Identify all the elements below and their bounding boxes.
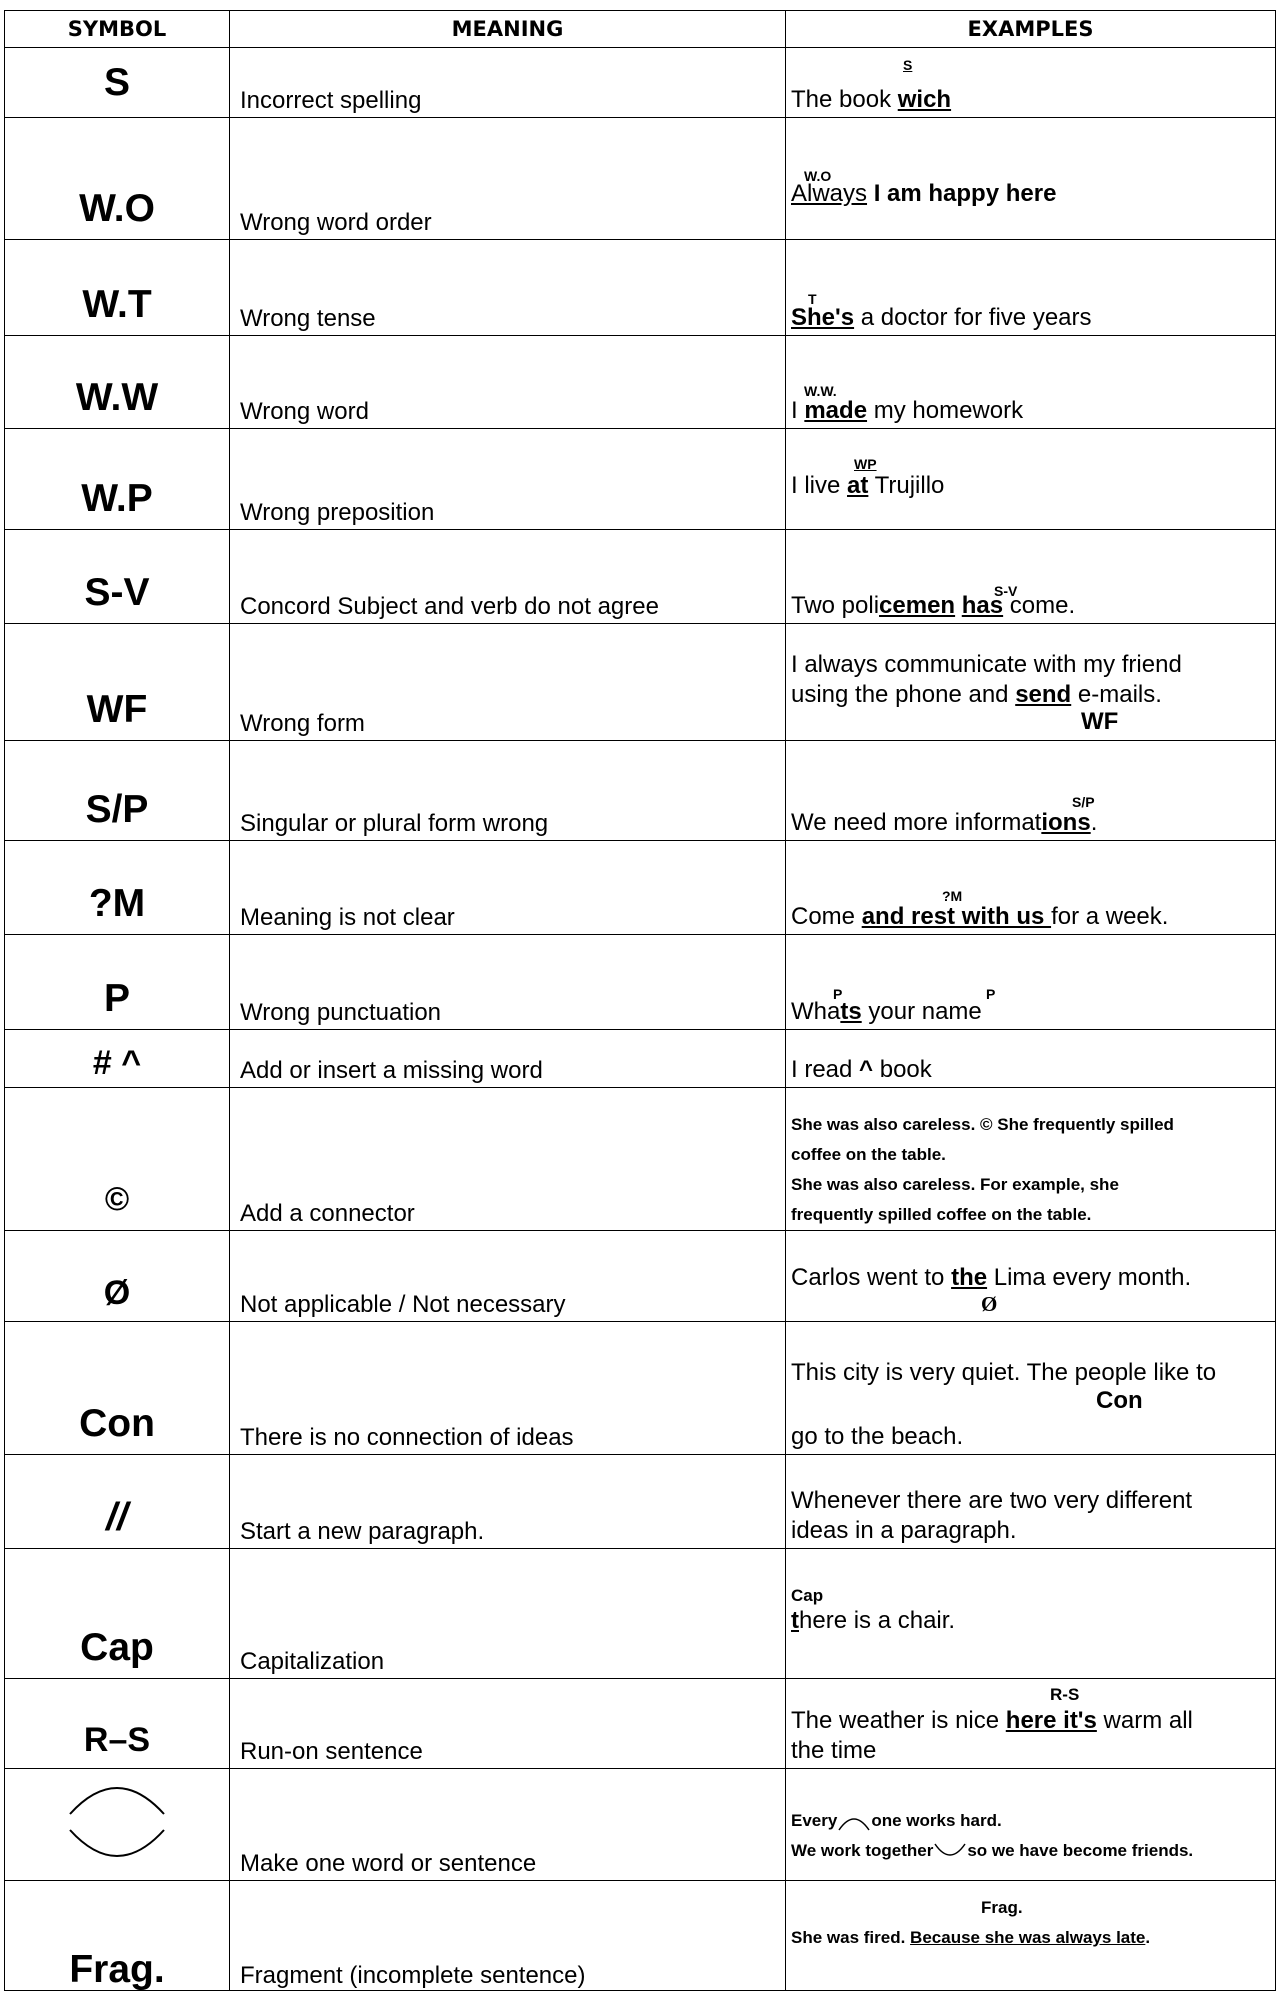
example-cell: [786, 1679, 1276, 1769]
meaning-cell: Singular or plural form wrong: [230, 741, 786, 841]
example-cell: [786, 1455, 1276, 1549]
example-cell: [786, 741, 1276, 841]
symbol-cell: R–S: [5, 1679, 230, 1769]
example-text: one works hard.: [871, 1811, 1002, 1830]
error-word: t: [791, 1607, 799, 1634]
meaning-cell: Concord Subject and verb do not agree: [230, 530, 786, 624]
error-label: S/P: [1072, 794, 1095, 810]
example-cell: [786, 1769, 1276, 1881]
example-text: a doctor for five years: [854, 304, 1092, 331]
meaning-cell: Capitalization: [230, 1549, 786, 1679]
symbol-cell: WF: [5, 624, 230, 741]
table-row: [5, 336, 1276, 429]
error-label: ?M: [942, 888, 963, 904]
error-word: Because she was always late: [910, 1928, 1146, 1947]
table-row: [5, 1769, 1276, 1881]
error-word: made: [804, 397, 868, 424]
table-row: [5, 741, 1276, 841]
meaning-cell: Wrong punctuation: [230, 935, 786, 1030]
error-label: T: [808, 291, 817, 307]
table-row: [5, 48, 1276, 118]
example-text: your name: [861, 998, 982, 1025]
example-text: Come: [791, 903, 862, 930]
table-row: [5, 1881, 1276, 1991]
example-text: Wha: [791, 998, 841, 1025]
error-label: P: [833, 986, 843, 1002]
example-text: I always communicate with my friend: [791, 651, 1182, 678]
example-text: Carlos went to: [791, 1264, 952, 1291]
example-text: Whenever there are two very different: [791, 1487, 1193, 1514]
example-text: e-mails.: [1071, 681, 1162, 708]
meaning-cell: Wrong word order: [230, 118, 786, 240]
error-label: W.O: [804, 168, 832, 184]
symbol-cell: # ^: [5, 1030, 230, 1088]
meaning-cell: Run-on sentence: [230, 1679, 786, 1769]
error-word: She's: [791, 304, 855, 331]
error-label: S-V: [994, 583, 1018, 599]
error-label: P: [986, 986, 996, 1002]
example-cell: [786, 240, 1276, 336]
example-text: Two poli: [791, 592, 880, 619]
meaning-cell: Wrong form: [230, 624, 786, 741]
example-text: The weather is nice: [791, 1707, 1006, 1734]
error-word: Always: [791, 180, 868, 207]
example-text: here is a chair.: [799, 1607, 956, 1634]
example-text: This city is very quiet. The people like to: [791, 1359, 1217, 1386]
table-row: [5, 1030, 1276, 1088]
symbol-cell: S-V: [5, 530, 230, 624]
caret-mark: ^: [859, 1056, 874, 1083]
example-text: so we have become friends.: [967, 1841, 1194, 1860]
error-word: cemen: [879, 592, 956, 619]
meaning-cell: Meaning is not clear: [230, 841, 786, 935]
error-word: and rest with us: [861, 903, 1052, 930]
symbol-cell: W.O: [5, 118, 230, 240]
example-cell: [786, 1322, 1276, 1455]
example-text: We work together: [791, 1841, 934, 1860]
error-word: wich: [897, 86, 952, 113]
table-row: [5, 429, 1276, 530]
header-meaning: MEANING: [230, 11, 786, 48]
symbol-cell: ©: [5, 1088, 230, 1231]
example-text: the time: [791, 1737, 877, 1764]
error-label: S: [903, 57, 913, 73]
table-row: [5, 1322, 1276, 1455]
table-row: [5, 1088, 1276, 1231]
error-label: Con: [1096, 1387, 1143, 1414]
meaning-cell: Incorrect spelling: [230, 48, 786, 118]
example-cell: [786, 1881, 1276, 1991]
example-text: .: [1090, 809, 1098, 836]
example-text: frequently spilled coffee on the table.: [791, 1205, 1092, 1224]
example-text: coffee on the table.: [791, 1145, 946, 1164]
example-text: I live: [791, 472, 848, 499]
meaning-cell: Not applicable / Not necessary: [230, 1231, 786, 1322]
symbol-cell: Frag.: [5, 1881, 230, 1991]
symbol-cell: ?M: [5, 841, 230, 935]
header-row: [5, 11, 1276, 48]
example-cell: [786, 1030, 1276, 1088]
example-text: Every: [791, 1811, 838, 1830]
table-row: [5, 240, 1276, 336]
error-label: WF: [1081, 708, 1119, 735]
error-word: has: [961, 592, 1004, 619]
example-text: ideas in a paragraph.: [791, 1517, 1017, 1544]
error-label: R-S: [1050, 1685, 1080, 1704]
table-row: [5, 935, 1276, 1030]
example-text: I am happy here: [867, 180, 1057, 207]
symbol-cell: [5, 1769, 230, 1881]
join-mark-icon: [933, 1840, 967, 1864]
join-mark-icon: [837, 1810, 871, 1834]
symbol-cell: W.P: [5, 429, 230, 530]
error-word: here it's: [1005, 1707, 1097, 1734]
example-cell: [786, 336, 1276, 429]
error-word: the: [951, 1264, 988, 1291]
example-text: She was also careless. For example, she: [791, 1175, 1119, 1194]
example-cell: [786, 1231, 1276, 1322]
table-row: [5, 624, 1276, 741]
error-label: W.W.: [804, 383, 837, 399]
example-cell: [786, 935, 1276, 1030]
example-cell: [786, 1088, 1276, 1231]
table-row: [5, 1231, 1276, 1322]
example-text: She was also careless. © She frequently spilled: [791, 1115, 1174, 1134]
error-word: at: [847, 472, 869, 499]
example-text: book: [873, 1056, 932, 1083]
example-text: Lima every month.: [987, 1264, 1192, 1291]
meaning-cell: Wrong tense: [230, 240, 786, 336]
example-text: my homework: [867, 397, 1024, 424]
table-row: [5, 841, 1276, 935]
example-cell: [786, 118, 1276, 240]
header-symbol: SYMBOL: [5, 11, 230, 48]
symbol-cell: Con: [5, 1322, 230, 1455]
example-text: come.: [1003, 592, 1076, 619]
correction-symbols-table: [4, 10, 1276, 1991]
example-text: She was fired.: [791, 1928, 911, 1947]
example-cell: [786, 1549, 1276, 1679]
error-word: ions: [1041, 809, 1091, 836]
example-text: warm all: [1096, 1707, 1193, 1734]
meaning-cell: Add a connector: [230, 1088, 786, 1231]
example-text: using the phone and: [791, 681, 1016, 708]
symbol-cell: S: [5, 48, 230, 118]
symbol-cell: P: [5, 935, 230, 1030]
error-label: Cap: [791, 1586, 824, 1605]
error-label: Frag.: [981, 1898, 1023, 1917]
example-text: I read: [791, 1056, 860, 1083]
table-row: [5, 1549, 1276, 1679]
example-text: We need more informat: [791, 809, 1042, 836]
example-cell: [786, 624, 1276, 741]
header-examples: EXAMPLES: [786, 11, 1276, 48]
meaning-cell: Make one word or sentence: [230, 1769, 786, 1881]
example-text: .: [1145, 1928, 1151, 1947]
error-word: ts: [840, 998, 862, 1025]
meaning-cell: Add or insert a missing word: [230, 1030, 786, 1088]
meaning-cell: Fragment (incomplete sentence): [230, 1881, 786, 1991]
example-text: The book: [791, 86, 898, 113]
symbol-cell: W.W: [5, 336, 230, 429]
table-row: [5, 1455, 1276, 1549]
example-cell: [786, 841, 1276, 935]
example-cell: [786, 429, 1276, 530]
meaning-cell: Wrong preposition: [230, 429, 786, 530]
meaning-cell: Wrong word: [230, 336, 786, 429]
symbol-cell: S/P: [5, 741, 230, 841]
symbol-cell: Cap: [5, 1549, 230, 1679]
example-text: go to the beach.: [791, 1423, 964, 1450]
example-text: I: [791, 397, 805, 424]
table-row: [5, 530, 1276, 624]
table-row: [5, 118, 1276, 240]
error-word: send: [1015, 681, 1072, 708]
table-row: [5, 1679, 1276, 1769]
example-text: Trujillo: [868, 472, 945, 499]
example-text: for a week.: [1051, 903, 1169, 930]
example-cell: [786, 48, 1276, 118]
error-label: Ø: [981, 1292, 998, 1316]
example-cell: [786, 530, 1276, 624]
symbol-cell: Ø: [5, 1231, 230, 1322]
symbol-cell: W.T: [5, 240, 230, 336]
symbol-cell: //: [5, 1455, 230, 1549]
meaning-cell: Start a new paragraph.: [230, 1455, 786, 1549]
meaning-cell: There is no connection of ideas: [230, 1322, 786, 1455]
error-label: WP: [854, 456, 877, 472]
join-symbol-icon: [52, 1772, 182, 1872]
